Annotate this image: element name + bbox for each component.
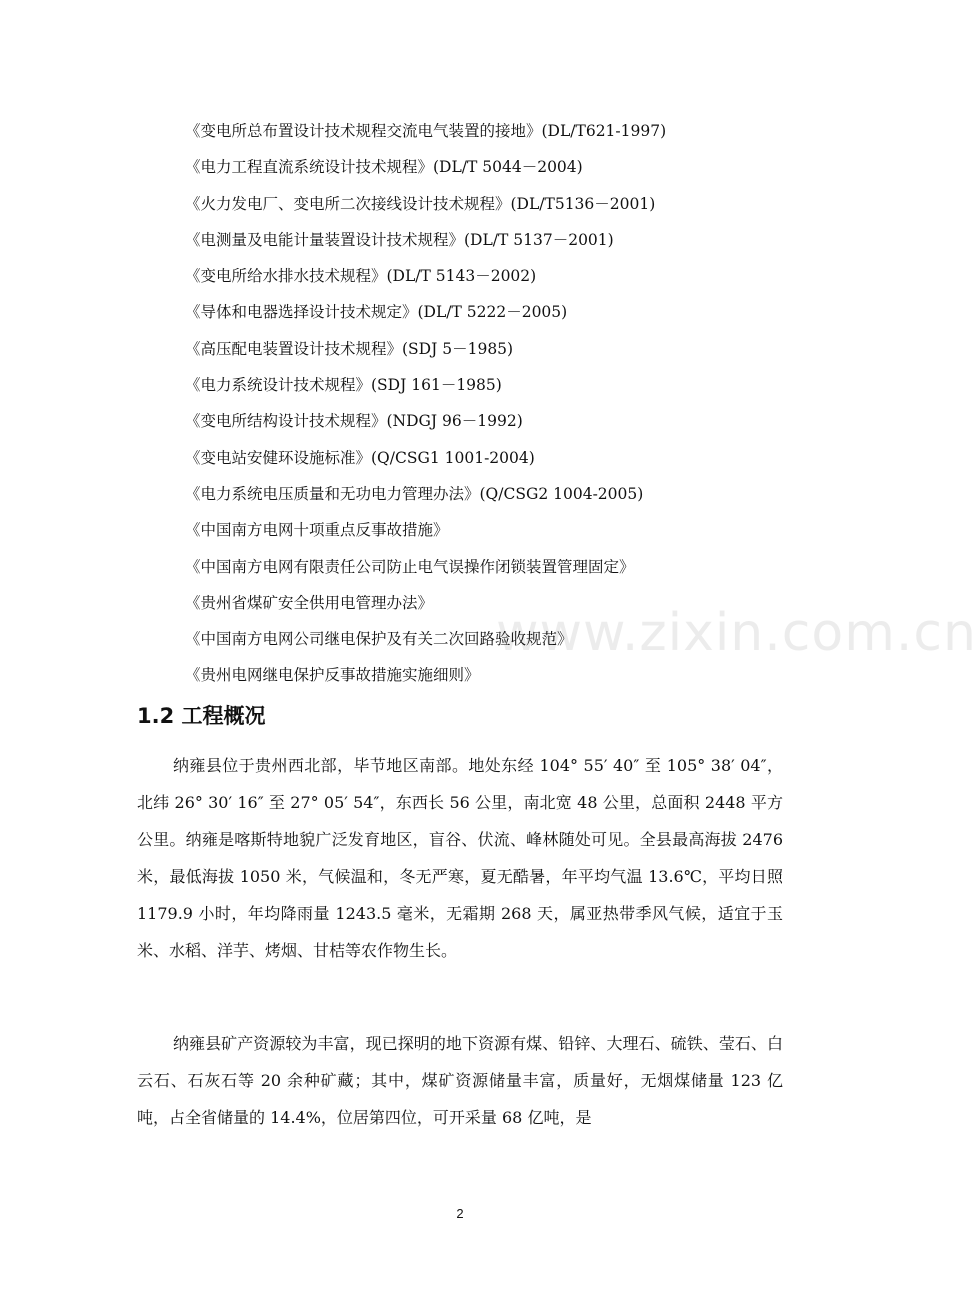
reference-item: 《变电所给水排水技术规程》(DL/T 5143－2002) — [185, 267, 537, 286]
reference-item: 《变电所结构设计技术规程》(NDGJ 96－1992) — [185, 412, 523, 431]
reference-item: 《变电站安健环设施标准》(Q/CSG1 1001-2004) — [185, 448, 535, 467]
reference-item: 《变电所总布置设计技术规程交流电气装置的接地》(DL/T621-1997) — [185, 122, 667, 140]
section-heading: 1.2 工程概况 — [137, 704, 266, 728]
reference-item: 《火力发电厂、变电所二次接线设计技术规程》(DL/T5136－2001) — [185, 194, 656, 213]
reference-item: 《电力系统电压质量和无功电力管理办法》(Q/CSG2 1004-2005) — [185, 484, 644, 503]
reference-item: 《高压配电装置设计技术规程》(SDJ 5－1985) — [185, 339, 514, 358]
paragraph-overview: 纳雍县位于贵州西北部，毕节地区南部。地处东经 104° 55′ 40″ 至 105° 38′ 04″，北纬 26° 30′ 16″ 至 27° 05′ 54″，东西长 56 公里，南北宽 48 公里，总面积 2448 平方公里。纳雍是喀斯特地貌广泛发育地区，盲谷、伏流、峰林随处可见。全县最高海拔 2476 米，最低海拔 1050 米，气候温和，冬无严寒，夏无酷暑，年平均气温 13.6℃，平均日照 1179.9 小时，年均降雨量 1243.5 毫米，无霜期 268 天，属亚热带季风气候，适宜于玉米、水稻、洋芋、烤烟、甘桔等农作物生长。 — [137, 756, 783, 960]
reference-item: 《中国南方电网公司继电保护及有关二次回路验收规范》 — [185, 630, 573, 649]
reference-list — [185, 118, 825, 699]
paragraph-resources: 纳雍县矿产资源较为丰富，现已探明的地下资源有煤、铅锌、大理石、硫铁、莹石、白云石、石灰石等 20 余种矿藏；其中，煤矿资源储量丰富，质量好，无烟煤储量 123 亿吨，占全省储量的 14.4%，位居第四位，可开采量 68 亿吨，是 — [137, 1034, 783, 1127]
reference-item: 《电力工程直流系统设计技术规程》(DL/T 5044－2004) — [185, 158, 583, 177]
reference-item: 《中国南方电网十项重点反事故措施》 — [185, 521, 449, 540]
reference-item: 《贵州省煤矿安全供用电管理办法》 — [185, 593, 434, 612]
reference-item: 《中国南方电网有限责任公司防止电气误操作闭锁装置管理固定》 — [185, 557, 635, 576]
reference-item: 《电测量及电能计量装置设计技术规程》(DL/T 5137－2001) — [185, 230, 614, 249]
reference-item: 《导体和电器选择设计技术规定》(DL/T 5222－2005) — [185, 303, 568, 322]
page-number: 2 — [456, 1206, 464, 1221]
reference-item: 《贵州电网继电保护反事故措施实施细则》 — [185, 666, 480, 685]
watermark: www.zixin.com.cn — [496, 603, 977, 663]
reference-item: 《电力系统设计技术规程》(SDJ 161－1985) — [185, 376, 502, 395]
